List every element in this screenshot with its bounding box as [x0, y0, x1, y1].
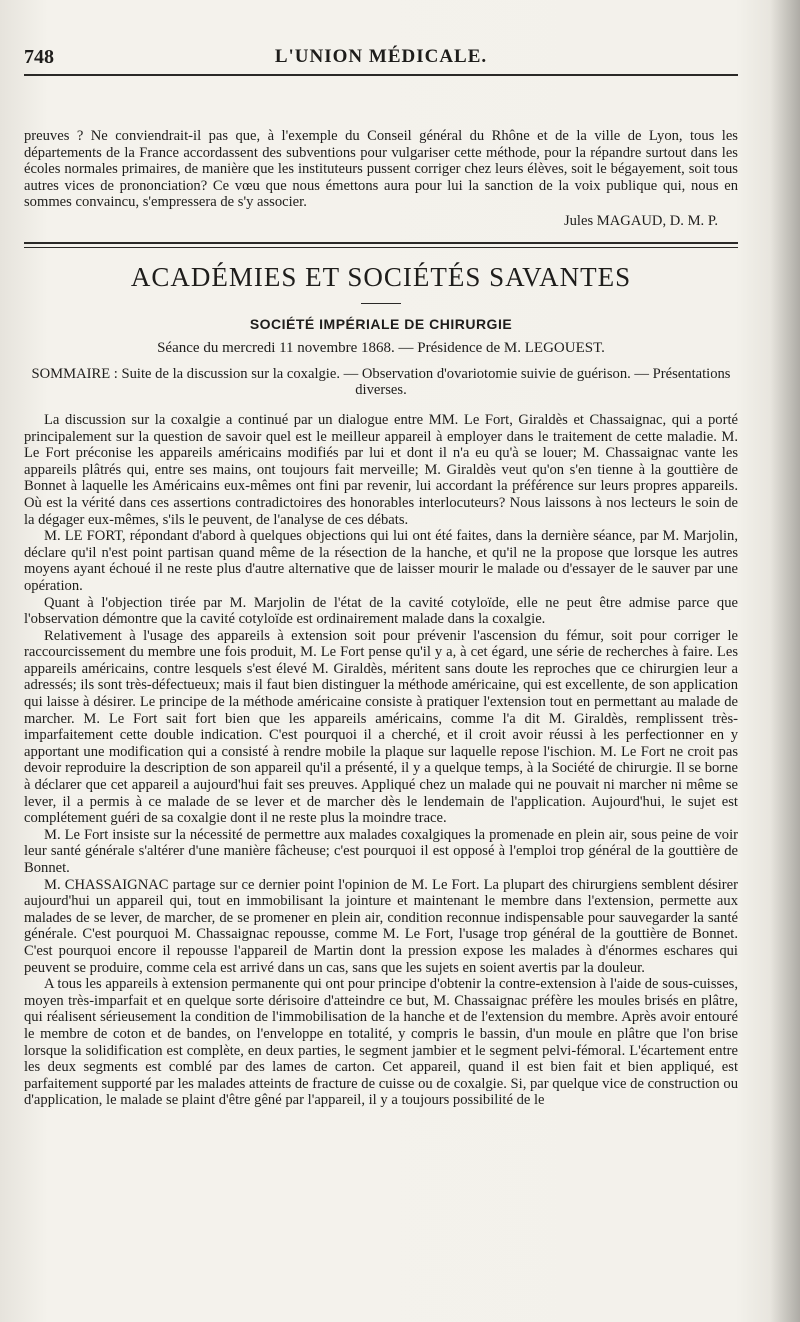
page-number: 748 [24, 46, 54, 68]
section-title: ACADÉMIES ET SOCIÉTÉS SAVANTES [130, 261, 632, 292]
journal-title: L'UNION MÉDICALE. [274, 46, 488, 67]
session-line: Séance du mercredi 11 novembre 1868. — Présidence de M. LEGOUEST. [157, 339, 605, 356]
paragraph-7: A tous les appareils à extension permanente qui ont pour principe d'obtenir la contre-extension à l'aide de sous-cuisses, moyen très-imparfait et en quelque sorte dérisoire d'atteindre ce but, M. Chassaignac préfère les moules brisés en plâtre, qui réalisent sérieusement la condition de l'immobilisation de la hanche et de l'extension du membre. Après avoir entouré le membre de coton et de bandes, on l'enveloppe en totalité, y compris le bassin, d'un moule en plâtre que l'on brise lorsque la solidification est complète, en deux parties, le segment jambier et le segment pelvi-fémoral. L'écartement entre les deux segments est comblé par des lames de carton. Cet appareil, quand il est bien fait et bien appliqué, est parfaitement supporté par les malades atteints de fracture de cuisse ou de coxalgie. Si, par quelque vice de construction ou d'application, le malade se plaint d'être gêné par l'appareil, il y a toujours possibilité de le [24, 976, 738, 1109]
title-underline [361, 303, 401, 304]
society-name: SOCIÉTÉ IMPÉRIALE DE CHIRURGIE [249, 315, 513, 332]
intro-paragraph: preuves ? Ne conviendrait-il pas que, à l'exemple du Conseil général du Rhône et de la ville de Lyon, tous les départements de la France accordassent des subventions pour vulgariser cette méthode, pour la répandre surtout dans les écoles normales primaires, de manière que les instituteurs pussent corriger chez leurs élèves, soit le bégayement, soit tous autres vices de prononciation? Ce vœu que nous émettons aura pour lui la sanction de la voix publique qui, nous en sommes convaincu, s'empressera de s'y associer. [24, 128, 738, 211]
paragraph-3: Quant à l'objection tirée par M. Marjolin de l'état de la cavité cotyloïde, elle ne peut être admise parce que l'observation démontre que la cavité cotyloïde est ordinairement malade dans la coxalgie. [24, 594, 738, 628]
paragraph-1: La discussion sur la coxalgie a continué par un dialogue entre MM. Le Fort, Giraldès et Chassaignac, qui a porté principalement sur la question de savoir quel est le meilleur appareil à employer dans le traitement de cette maladie. M. Le Fort préconise les appareils américains modifiés par lui et dont il n'a eu qu'à se louer; M. Chassaignac vante les appareils plâtrés qui, entre ses mains, ont toujours fait merveille; M. Giraldès veut qu'on s'en tienne à la gouttière de Bonnet à laquelle les Américains eux-mêmes ont fini par revenir, lui accordant la préférence sur leurs propres appareils. Où est la vérité dans ces assertions contradictoires des honorables interlocuteurs? Nous laissons à nos lecteurs le soin de la dégager eux-mêmes, s'ils le peuvent, de l'analyse de ces débats. [24, 411, 738, 528]
paragraph-4: Relativement à l'usage des appareils à extension soit pour prévenir l'ascension du fémur, soit pour corriger le raccourcissement du membre une fois produit, M. Le Fort pense qu'il y a, à cet égard, une série de recherches à faire. Les appareils américains, contre lesquels s'est élevé M. Giraldès, méritent sans doute les reproches que ce chirurgien leur a adressés; ils sont très-défectueux; mais il faut bien distinguer la méthode américaine, qui est excellente, de son application qui laisse à désirer. Le principe de la méthode américaine consiste à pratiquer l'extension tout en permettant au malade de marcher. M. Le Fort sait fort bien que les appareils américains, comme l'a dit M. Giraldès, remplissent très-imparfaitement cette double indication. C'est pourquoi il a cherché, et il croit avoir réussi à les perfectionner en y apportant une modification qui a consisté à rendre mobile la plaque sur laquelle repose l'ischion. M. Le Fort ne croit pas devoir reproduire la description de son appareil qu'il a présenté, il y a quelque temps, à la Société de chirurgie. Il se borne à déclarer que cet appareil a aujourd'hui fait ses preuves. Appliqué chez un malade qui ne pouvait ni marcher ni même se lever, il a permis à ce malade de se lever et de marcher dès le lendemain de l'application. Aujourd'hui, le sujet est complétement guéri de sa coxalgie dont il ne reste plus la moindre trace. [24, 627, 738, 827]
summary [24, 366, 738, 398]
article-body [24, 412, 738, 1109]
paragraph-6: M. CHASSAIGNAC partage sur ce dernier point l'opinion de M. Le Fort. La plupart des chirurgiens semblent désirer aujourd'hui un appareil qui, tout en immobilisant la jointure et maintenant le membre dans l'extension, permette aux malades de se lever, de marcher, de se promener en plein air, condition reconnue indispensable pour sauvegarder la santé générale. C'est pourquoi M. Chassaignac repousse, comme M. Le Fort, l'usage trop général de la gouttière de Bonnet. C'est pourquoi encore il repousse l'appareil de Martin dont la pression expose les malades à d'énormes eschares qui peuvent se produire, comme cela est arrivé dans un cas, sans que les sujets en soient avertis par la douleur. [24, 876, 738, 976]
paragraph-5: M. Le Fort insiste sur la nécessité de permettre aux malades coxalgiques la promenade en plein air, sous peine de voir leur santé générale s'altérer d'une manière fâcheuse; c'est pourquoi il est opposé à l'emploi trop général de la gouttière de Bonnet. [24, 826, 738, 876]
section-divider [24, 242, 738, 248]
running-head [24, 40, 738, 76]
author-signature: Jules MAGAUD, D. M. P. [563, 212, 718, 229]
paragraph-2: M. LE FORT, répondant d'abord à quelques objections qui lui ont été faites, dans la dernière séance, par M. Marjolin, déclare qu'il n'est point partisan quand même de la résection de la hanche, et qu'il ne la propose que lorsque les autres moyens ayant échoué il ne reste plus d'autre alternative que de laisser mourir le malade ou d'essayer de le sauver par une opération. [24, 528, 738, 594]
summary-label: SOMMAIRE : [31, 365, 118, 382]
summary-text: Suite de la discussion sur la coxalgie. — Observation d'ovariotomie suivie de guérison. — Présentations diverses. [121, 365, 731, 398]
